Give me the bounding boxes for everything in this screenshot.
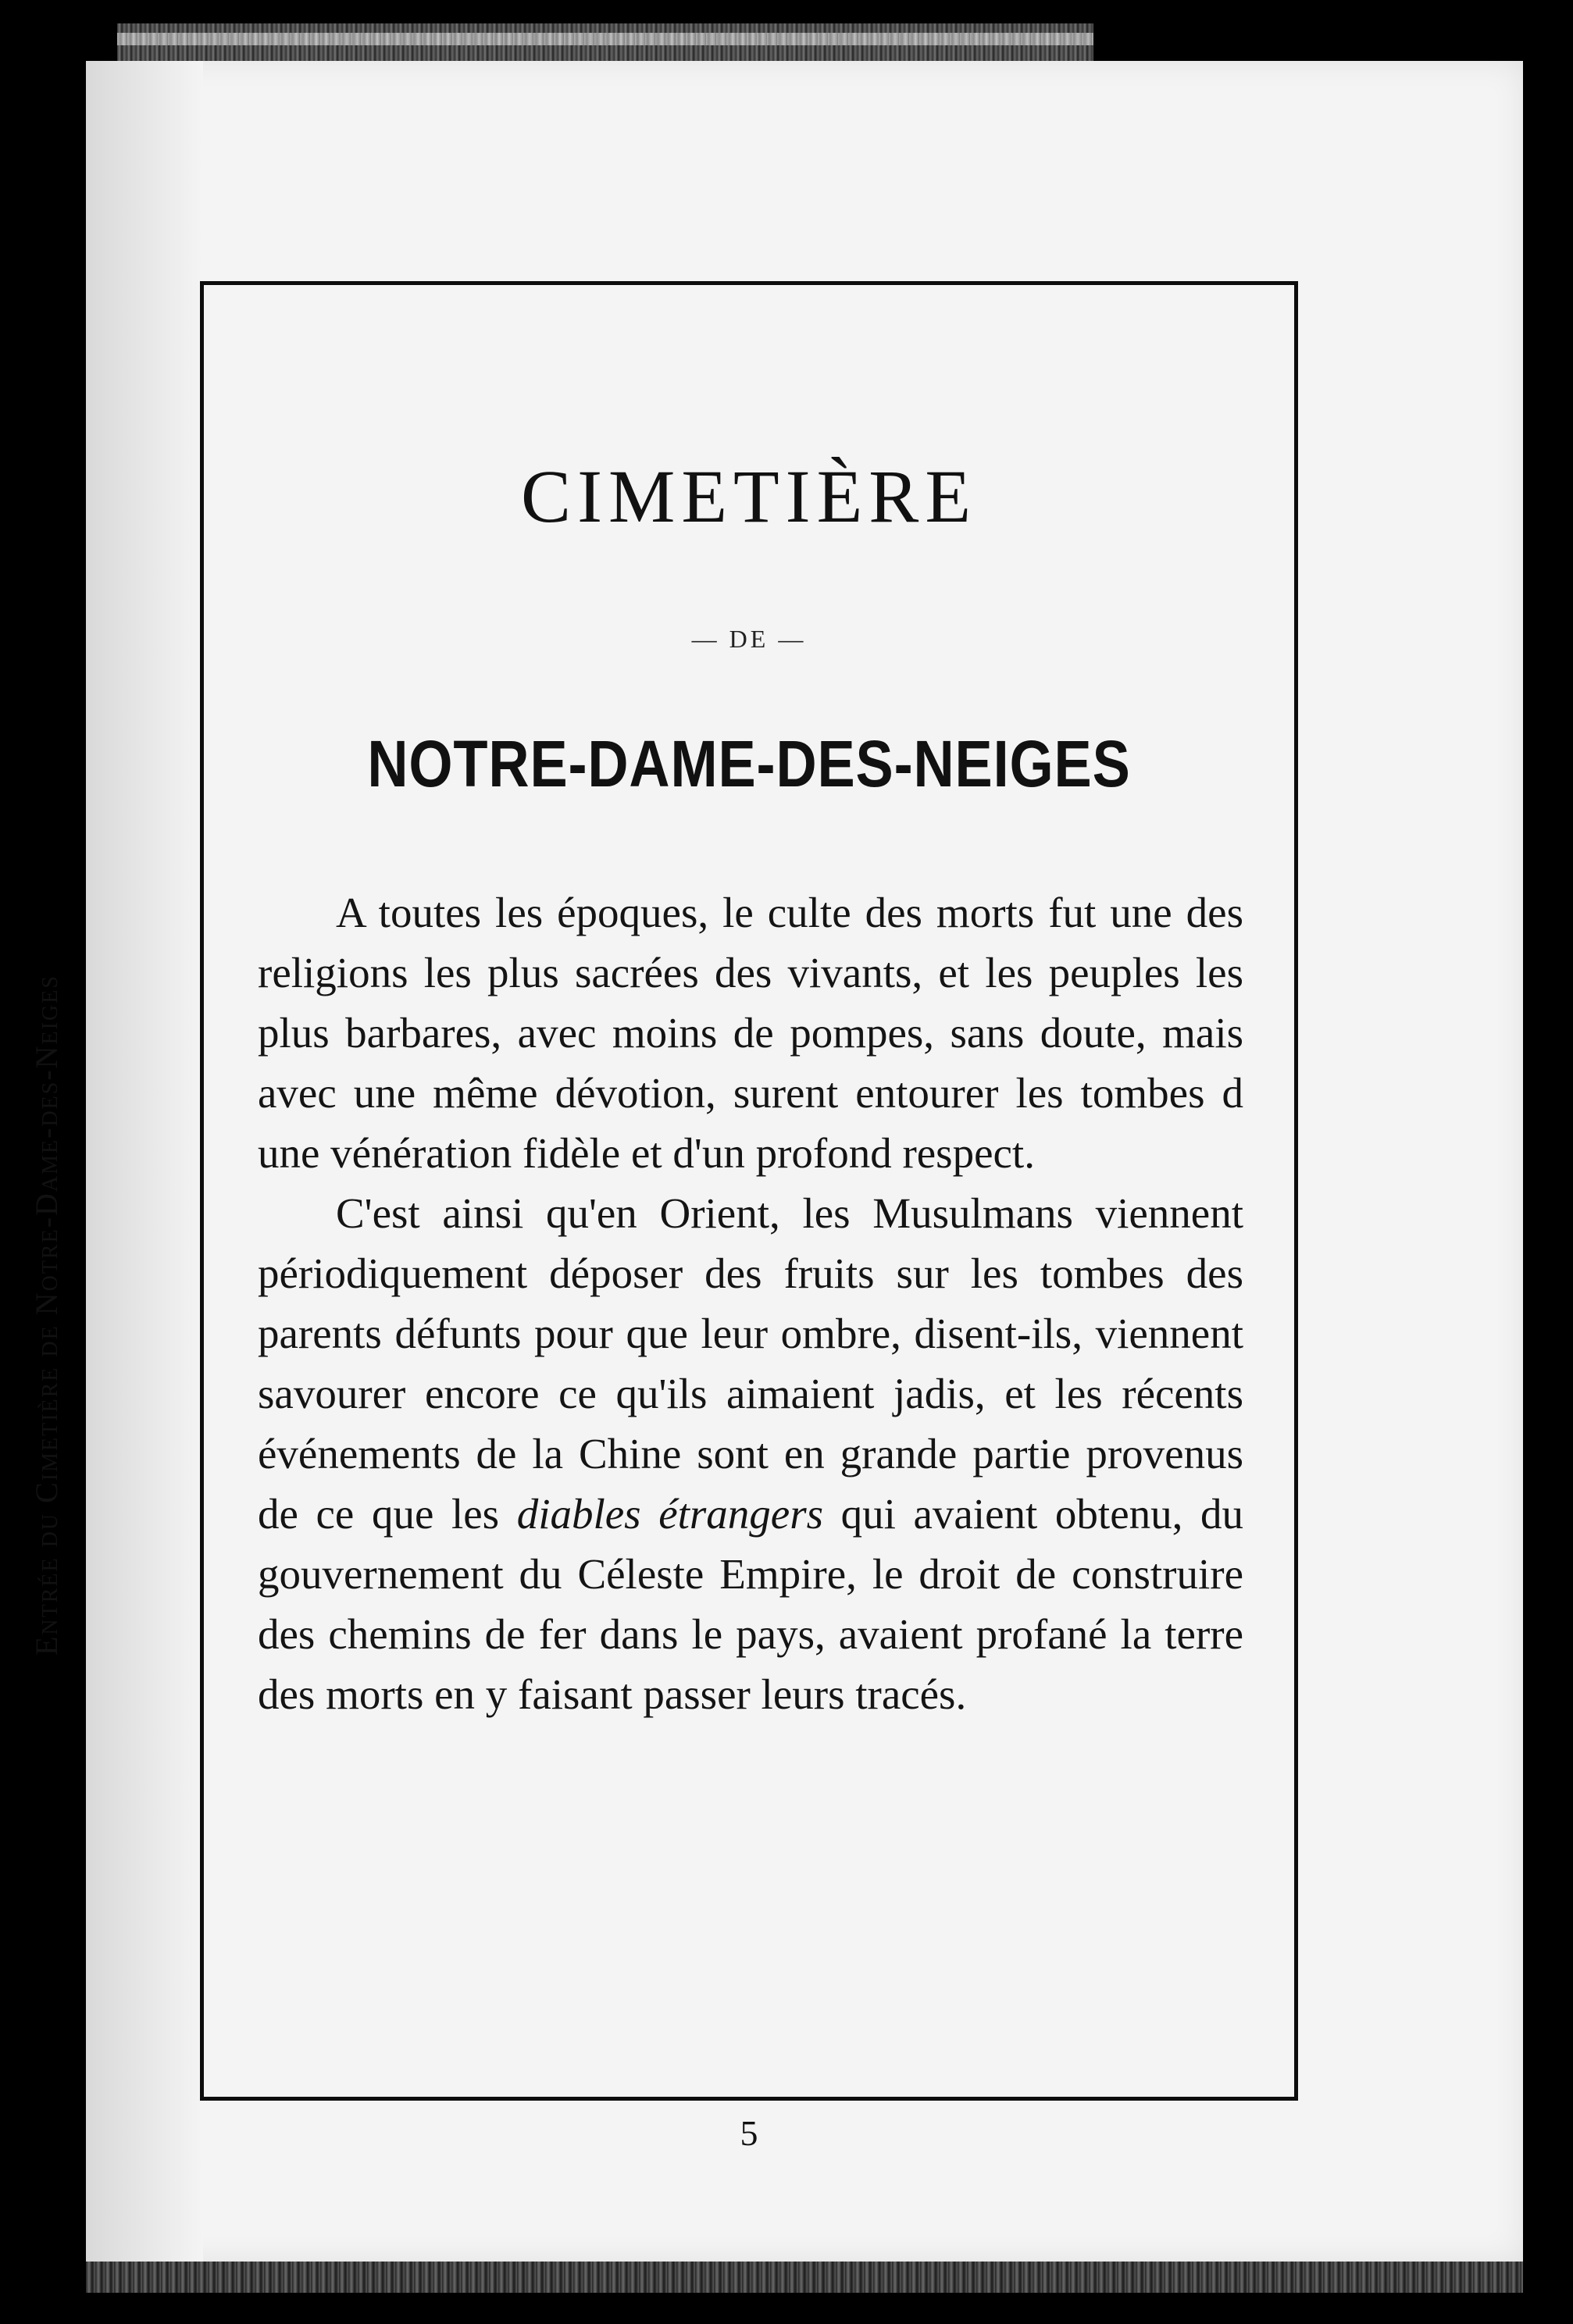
spine-shadow (86, 61, 203, 2262)
title-connector: — DE — (691, 625, 807, 653)
paragraph-2-end: qui avaient obtenu, du gouvernement du Céleste Empire, le droit de construire des chemins de fer dans le pays, avaient profané la terre des morts en y faisant passer leurs tracés. (258, 1490, 1243, 1718)
paragraph-2 (258, 1183, 1243, 1724)
page-number: 5 (740, 2113, 758, 2153)
top-page-edge-highlight (117, 33, 1093, 45)
running-head: Entrée du Cimetière de Notre-Dame-des-Neiges (29, 975, 64, 1656)
paragraph-2-start: C'est ainsi qu'en Orient, les Musulmans viennent périodiquement déposer des fruits sur les tombes des parents défunts pour que leur ombre, disent-ils, viennent savourer encore ce qu'ils aimaient jadis, et les récents événements de la Chine sont en grande partie provenus de ce que les (258, 1189, 1243, 1538)
bottom-page-edge (86, 2262, 1523, 2293)
body-text (258, 882, 1243, 1724)
page-subtitle: NOTRE-DAME-DES-NEIGES (367, 727, 1131, 800)
page-title: CIMETIÈRE (521, 454, 977, 538)
paragraph-2-italic: diables étrangers (516, 1490, 824, 1538)
paragraph-1: A toutes les époques, le culte des morts fut une des religions les plus sacrées des vivants, et les peuples les plus barbares, avec moins de pompes, sans doute, mais avec une même dévotion, surent entourer les tombes d une vénération fidèle et d'un profond respect. (258, 889, 1243, 1177)
